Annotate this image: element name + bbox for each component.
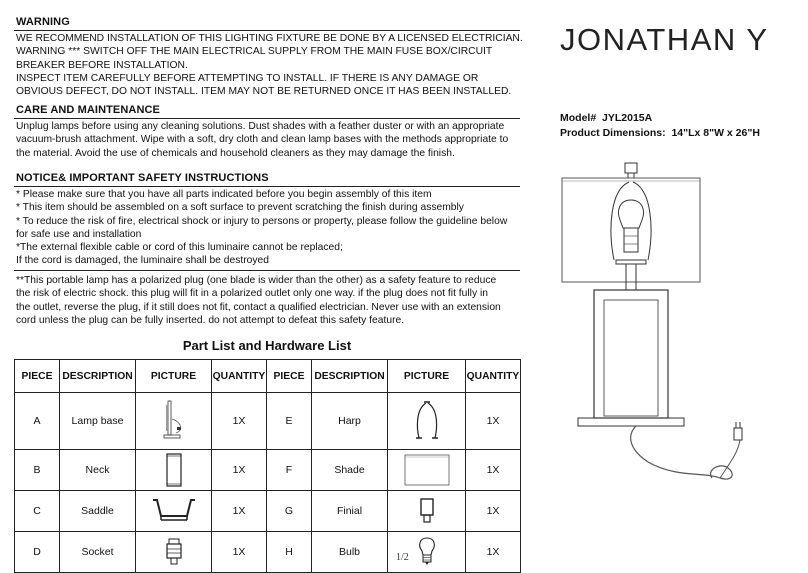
harp-icon — [411, 398, 443, 444]
description-cell: Harp — [312, 393, 388, 450]
plug-rule — [14, 270, 520, 271]
notice-text — [16, 188, 507, 268]
bulb-icon — [416, 536, 438, 568]
piece-cell: H — [267, 532, 312, 573]
piece-cell: B — [15, 450, 60, 491]
dimensions-label: Product Dimensions: — [560, 127, 666, 139]
socket-icon — [163, 537, 185, 567]
product-dimensions — [560, 126, 760, 141]
model-number — [560, 111, 760, 126]
piece-cell: A — [15, 393, 60, 450]
plug-line: **This portable lamp has a polarized plug (one blade is wider than the other) as a safety feature to reduce — [16, 275, 497, 286]
care-title: CARE AND MAINTENANCE — [16, 104, 160, 116]
plug-line: the outlet, reverse the plug, if it still does not fit, contact a qualified electrician. Never use with an extension — [16, 301, 501, 313]
neck-icon — [163, 452, 185, 488]
base-frame — [594, 290, 668, 418]
description-cell: Finial — [312, 491, 388, 532]
description-cell: Saddle — [60, 491, 136, 532]
header-description: DESCRIPTION — [60, 360, 136, 393]
base-plate — [578, 418, 684, 426]
picture-cell — [388, 491, 466, 532]
notice-line: * This item should be assembled on a soft surface to prevent scratching the finish during assembly — [16, 202, 464, 214]
plug — [734, 428, 742, 440]
brand-logo: JONATHAN Y — [560, 22, 769, 57]
warning-text — [16, 32, 523, 98]
model-label: Model# — [560, 112, 597, 124]
base-inner — [604, 300, 658, 416]
piece-cell: F — [267, 450, 312, 491]
parts-title: Part List and Hardware List — [182, 338, 352, 353]
quantity-cell: 1X — [466, 393, 521, 450]
header-picture: PICTURE — [136, 360, 212, 393]
warning-line: BREAKER BEFORE INSTALLATION. — [16, 59, 188, 71]
notice-line: * Please make sure that you have all parts indicated before you begin assembly of this item — [16, 189, 432, 200]
picture-cell — [388, 393, 466, 450]
notice-rule — [14, 186, 520, 187]
warning-title: WARNING — [16, 16, 70, 28]
finial-icon — [416, 496, 438, 526]
quantity-cell: 1X — [212, 491, 267, 532]
description-cell: Lamp base — [60, 393, 136, 450]
model-value: JYL2015A — [602, 112, 653, 124]
header-quantity: QUANTITY — [212, 360, 267, 393]
notice-title: NOTICE& IMPORTANT SAFETY INSTRUCTIONS — [16, 172, 269, 184]
cord — [631, 426, 733, 479]
warning-line: INSPECT ITEM CAREFULLY BEFORE ATTEMPTING TO INSTALL. IF THERE IS ANY DAMAGE OR — [16, 72, 479, 84]
dimensions-value: 14"Lx 8"W x 26"H — [671, 127, 760, 139]
header-picture: PICTURE — [388, 360, 466, 393]
finial-part — [625, 163, 637, 173]
notice-line: If the cord is damaged, the luminaire shall be destroyed — [16, 255, 269, 267]
piece-cell: D — [15, 532, 60, 573]
notice-line: *The external flexible cable or cord of this luminaire cannot be replaced; — [16, 242, 343, 254]
parts-table — [14, 359, 521, 573]
table-row — [15, 491, 521, 532]
page-number: 1/2 — [396, 552, 409, 563]
quantity-cell: 1X — [466, 532, 521, 573]
picture-cell — [136, 491, 212, 532]
table-row — [15, 393, 521, 450]
shade-icon — [402, 452, 452, 488]
warning-line: OBVIOUS DEFECT, DO NOT INSTALL. ITEM MAY NOT BE RETURNED ONCE IT HAS BEEN INSTALLED. — [16, 86, 512, 98]
picture-cell — [388, 450, 466, 491]
care-rule — [14, 118, 520, 119]
quantity-cell: 1X — [212, 393, 267, 450]
piece-cell: C — [15, 491, 60, 532]
care-line: vacuum-brush attachment. Wipe with a soft, dry cloth and clean lamp bases with the methods appropriate to — [16, 134, 509, 146]
care-text — [16, 120, 508, 160]
header-piece: PIECE — [267, 360, 312, 393]
quantity-cell: 1X — [466, 450, 521, 491]
saddle-part — [616, 260, 646, 264]
parts-header-row — [15, 360, 521, 393]
description-cell: Shade — [312, 450, 388, 491]
quantity-cell: 1X — [212, 532, 267, 573]
description-cell: Socket — [60, 532, 136, 573]
warning-line: WARNING *** SWITCH OFF THE MAIN ELECTRICAL SUPPLY FROM THE MAIN FUSE BOX/CIRCUIT — [16, 46, 493, 58]
notice-line: * To reduce the risk of fire, electrical shock or injury to persons or property, please follow the guideline below — [16, 215, 508, 227]
lamp-drawing — [556, 160, 776, 500]
quantity-cell: 1X — [466, 491, 521, 532]
care-line: Unplug lamps before using any cleaning solutions. Dust shades with a feather duster or with an appropriate — [16, 121, 505, 132]
warning-line: WE RECOMMEND INSTALLATION OF THIS LIGHTING FIXTURE BE DONE BY A LICENSED ELECTRICIAN. — [16, 33, 523, 44]
model-info — [560, 111, 760, 141]
header-quantity: QUANTITY — [466, 360, 521, 393]
shade-part — [562, 178, 700, 282]
header-description: DESCRIPTION — [312, 360, 388, 393]
neck-part — [626, 264, 636, 290]
plug-line: cord unless the plug can be fully inserted. do not attempt to defeat this safety feature. — [16, 314, 405, 326]
table-row — [15, 532, 521, 573]
harp-part — [611, 182, 651, 260]
picture-cell — [136, 532, 212, 573]
plug-line: the risk of electric shock. this plug will fit in a polarized outlet only one way. if the plug does not fit fully in — [16, 288, 488, 300]
picture-cell — [136, 450, 212, 491]
care-line: the material. Avoid the use of chemicals and household cleaners as they may damage the finish. — [16, 147, 455, 159]
finial-stem — [628, 173, 634, 178]
lamp-base-icon — [159, 399, 189, 443]
cord-end — [720, 440, 740, 478]
description-cell: Neck — [60, 450, 136, 491]
saddle-icon — [149, 496, 199, 526]
table-row — [15, 450, 521, 491]
plug-text — [16, 274, 501, 327]
picture-cell — [136, 393, 212, 450]
socket-part — [624, 228, 638, 252]
piece-cell: G — [267, 491, 312, 532]
bulb-part — [618, 200, 643, 228]
quantity-cell: 1X — [212, 450, 267, 491]
piece-cell: E — [267, 393, 312, 450]
warning-rule — [14, 30, 520, 31]
description-cell: Bulb — [312, 532, 388, 573]
notice-line: for safe use and installation — [16, 228, 142, 240]
header-piece: PIECE — [15, 360, 60, 393]
